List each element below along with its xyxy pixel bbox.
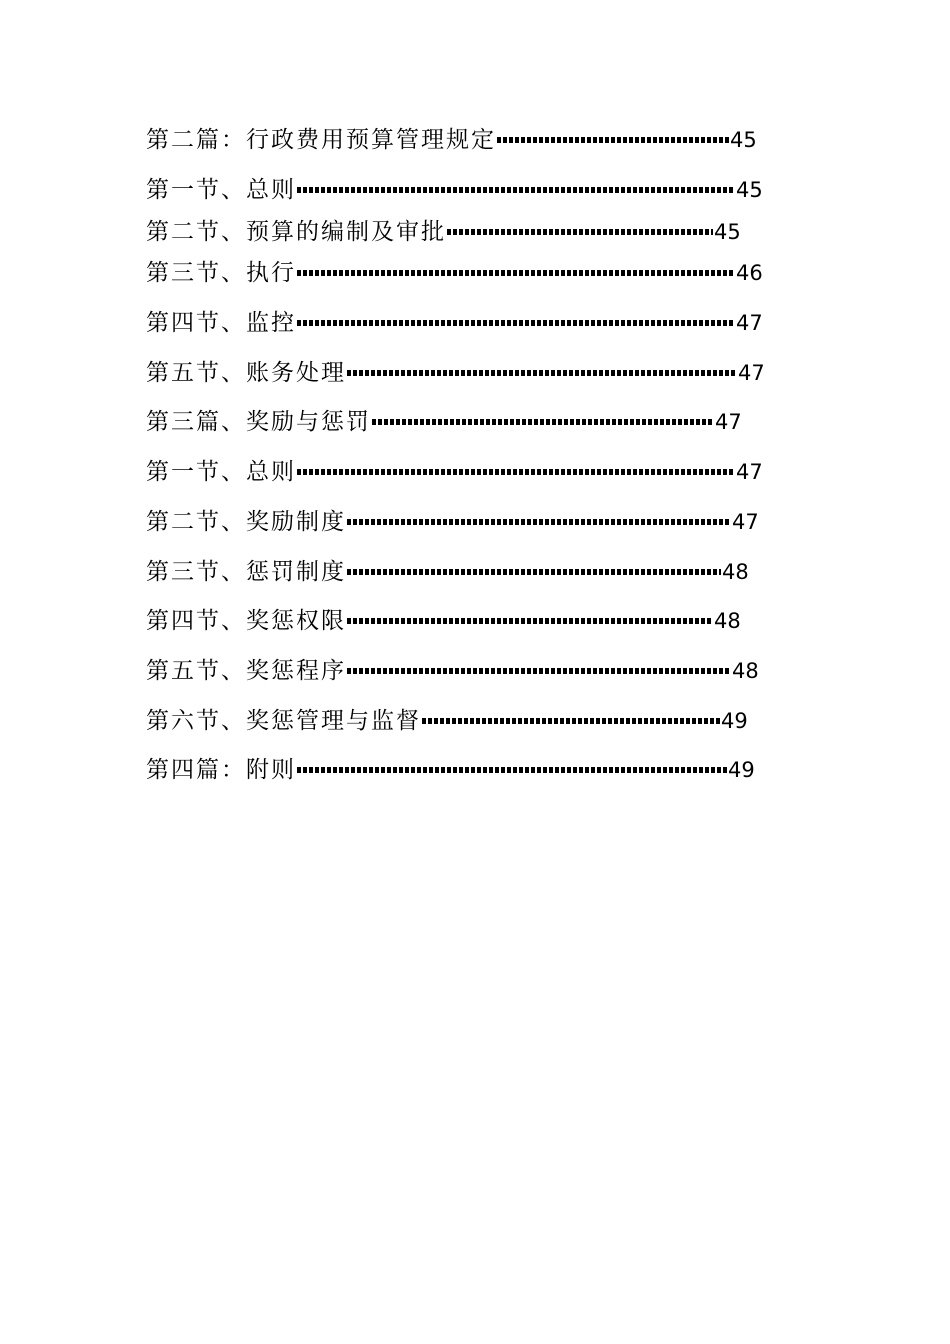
toc-entry-title: 第一节、总则 [146, 177, 296, 203]
dot-leader [497, 137, 729, 143]
toc-entry-page: 48 [722, 560, 749, 584]
toc-entry[interactable] [146, 124, 757, 156]
toc-entry-title: 第三节、惩罚制度 [146, 559, 346, 585]
dot-leader [447, 229, 713, 235]
toc-entry-title: 第五节、账务处理 [146, 360, 346, 386]
dot-leader [422, 718, 720, 724]
toc-entry-page: 48 [714, 609, 741, 633]
toc-entry-page: 46 [736, 261, 763, 285]
toc-entry[interactable] [146, 506, 759, 538]
toc-entry[interactable] [146, 605, 741, 637]
dot-leader [347, 569, 721, 575]
toc-entry-title: 第三节、执行 [146, 260, 296, 286]
toc-entry-page: 47 [738, 361, 765, 385]
toc-entry-title: 第二节、预算的编制及审批 [146, 219, 446, 245]
toc-entry[interactable] [146, 357, 765, 389]
toc-entry-title: 第二节、奖励制度 [146, 509, 346, 535]
toc-entry-title: 第五节、奖惩程序 [146, 658, 346, 684]
toc-entry[interactable] [146, 655, 759, 687]
dot-leader [297, 767, 727, 773]
toc-entry-page: 45 [730, 128, 757, 152]
toc-entry[interactable] [146, 754, 755, 786]
dot-leader [347, 668, 731, 674]
toc-entry-page: 47 [736, 311, 763, 335]
dot-leader [297, 320, 735, 326]
toc-entry[interactable] [146, 556, 749, 588]
dot-leader [297, 469, 735, 475]
toc-entry-title: 第四节、奖惩权限 [146, 608, 346, 634]
dot-leader [297, 270, 735, 276]
toc-entry-page: 49 [728, 758, 755, 782]
toc-entry-page: 49 [721, 709, 748, 733]
toc-entry[interactable] [146, 307, 763, 339]
toc-entry-page: 45 [714, 220, 741, 244]
dot-leader [347, 618, 713, 624]
toc-entry-page: 47 [736, 460, 763, 484]
toc-entry-page: 47 [732, 510, 759, 534]
toc-entry[interactable] [146, 705, 748, 737]
toc-entry[interactable] [146, 174, 763, 206]
toc-entry[interactable] [146, 456, 763, 488]
toc-entry-title: 第四篇：附则 [146, 757, 296, 783]
dot-leader [372, 419, 714, 425]
toc-entry-title: 第四节、监控 [146, 310, 296, 336]
toc-entry-page: 47 [715, 410, 742, 434]
toc-entry-title: 第六节、奖惩管理与监督 [146, 708, 421, 734]
toc-entry[interactable] [146, 216, 741, 248]
dot-leader [347, 519, 731, 525]
toc-entry-page: 45 [736, 178, 763, 202]
dot-leader [347, 370, 737, 376]
toc-entry[interactable] [146, 406, 742, 438]
toc-entry[interactable] [146, 257, 763, 289]
toc-entry-title: 第一节、总则 [146, 459, 296, 485]
toc-entry-title: 第三篇、奖励与惩罚 [146, 409, 371, 435]
toc-entry-title: 第二篇：行政费用预算管理规定 [146, 127, 496, 153]
dot-leader [297, 187, 735, 193]
toc-entry-page: 48 [732, 659, 759, 683]
